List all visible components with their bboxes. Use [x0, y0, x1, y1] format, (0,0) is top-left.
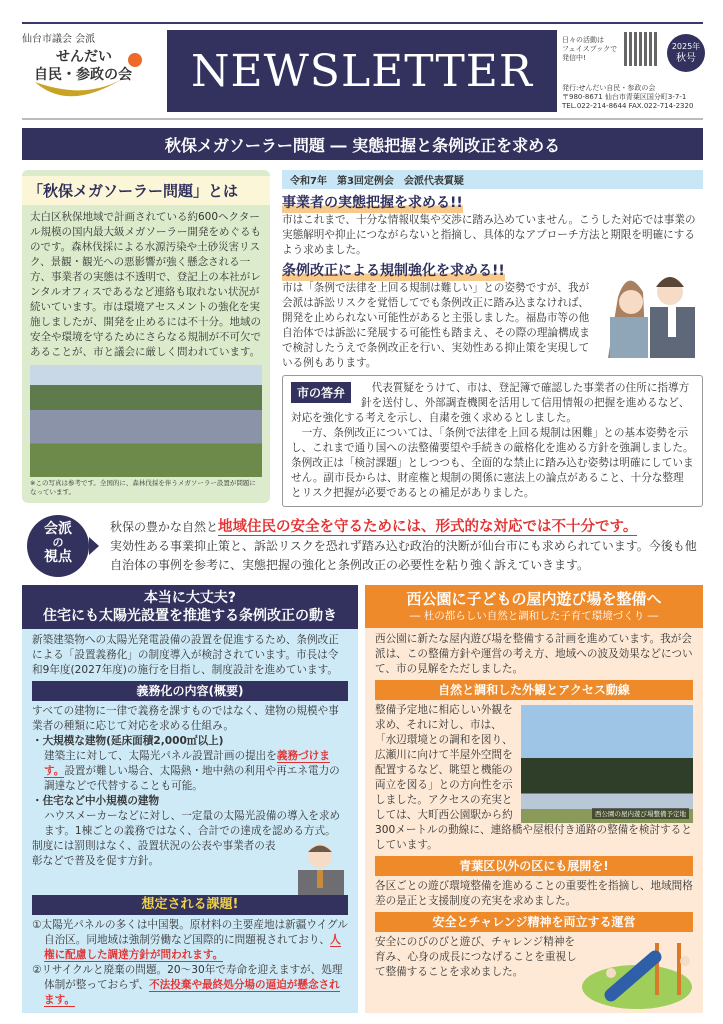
- park-photo-caption: 西公園の屋内遊び場整備予定地: [592, 808, 689, 819]
- solar-title-2: 住宅にも太陽光設置を推進する条例改正の動き: [43, 608, 337, 624]
- heading-ordinance: 条例改正による規制強化を求める!!: [282, 263, 505, 279]
- solar-header: [22, 585, 358, 629]
- large-building-body: [32, 749, 348, 794]
- viewpoint-rest: 実効性ある事業抑止策と、訴訟リスクを恐れず踏み込む政治的決断が仙台市にも求められています。今後も他自治体の事例を参考に、実態把握の強化と条例改正の必要性を粘り強く訴えていきます。: [110, 538, 697, 572]
- logo: [30, 44, 160, 108]
- solar-ordinance-box: [22, 585, 358, 1013]
- issue-2: [32, 963, 348, 1008]
- officials-illustration: [598, 262, 703, 358]
- badge-line: 視点: [44, 549, 72, 565]
- badge-line: 会派: [44, 521, 72, 537]
- session-label: 令和7年 第3回定例会 会派代表質疑: [282, 170, 703, 189]
- answer-body-2: 一方、条例改正については、「条例で法律を上回る規制は困難」との基本姿勢を示し、これまで通り国への法整備要望や手続きの厳格化を進める方針を強調しました。条例改正は「検討課題」としつつも、全面的な禁止に踏み込む姿勢は明確にしていません。副市長からは、財産権と規制の関係に憲法上の論点があること、十分な整理とリスク把握が必要であるとの補足がありました。: [291, 427, 694, 499]
- header-rule: [22, 118, 703, 120]
- expansion-body: 各区ごとの遊び環境整備を進めることの重要性を指摘し、地域間格差の是正と支援制度の充実を求めました。: [375, 880, 693, 907]
- park-intro: 西公園に新たな屋内遊び場を整備する計画を進めています。我が会派は、この整備方針や運営の考え方、地域への波及効果などについて、市の見解をただしました。: [375, 633, 693, 675]
- issues-subheading: 想定される課題!: [32, 895, 348, 915]
- qr-code-icon[interactable]: [624, 32, 658, 66]
- solar-title-1: 本当に大丈夫?: [143, 590, 237, 606]
- banner-title: 秋保メガソーラー問題 ― 実態把握と条例改正を求める: [164, 135, 561, 155]
- main-banner: [22, 128, 703, 160]
- safety-body: 安全にのびのびと遊び、チャレンジ精神を育み、心身の成長につなげることを重視して整備することを求めました。: [375, 936, 577, 978]
- large-building-heading: ・大規模な建物(延床面積2,000㎡以上): [32, 735, 224, 747]
- fb-note-line: フェイスブックで: [562, 45, 618, 53]
- large-building-text-2: 設置が難しい場合、太陽熱・地中熱の利用や再エネ電力の調達などで代替することも可能。: [44, 765, 340, 792]
- obligation-subheading: 義務化の内容(概要): [32, 681, 348, 701]
- fb-note-line: 日々の活動は: [562, 36, 604, 44]
- design-subheading: 自然と調和した外観とアクセス動線: [375, 680, 693, 700]
- fb-note-line: 発信中!: [562, 54, 586, 62]
- about-body: 太白区秋保地域で計画されている約600ヘクタール規模の国内最大級メガソーラー開発をめぐるものです。森林伐採による水源汚染や土砂災害リスク、景観・観光への悪影響が強く懸念される一方、事業者の実態は不透明で、登記上の本社がレンタルオフィスであるなど連絡も取れない状況が続いています。市は環境アセスメントの強化を実施しましたが、開発を止めるには不十分。地域の安全や環境を守るためにさらなる規制が不可欠であることが、市と議会に厳しく問われています。: [30, 211, 261, 358]
- thinking-man-illustration: [292, 841, 348, 895]
- answer-tag: 市の答弁: [291, 382, 351, 403]
- newsletter-title-box: [167, 30, 557, 112]
- fact-finding-body: 市はこれまで、十分な情報収集や交渉に踏み込めていません。こうした対応では事業の実態解明や抑止につながらないと指摘し、具体的なアプローチ方法と期限を明確にするよう求めました。: [282, 214, 696, 256]
- viewpoint-row: [22, 515, 703, 577]
- issue-1: [32, 918, 348, 963]
- answer-body-1: 代表質疑をうけて、市は、登記簿で確認した事業者の住所に指導方針を送付し、外部調査機関を活用して信用情報の把握を進めるなど、対応を強化する考えを示し、自粛を強く求めるとしました。: [291, 382, 690, 424]
- issue-year: 2025年: [671, 42, 701, 51]
- tel-fax: TEL.022-214-8644 FAX.022-714-2320: [562, 102, 694, 110]
- logo-line1: せんだい: [56, 49, 112, 65]
- park-photo: [521, 705, 693, 823]
- viewpoint-text: [110, 518, 703, 575]
- logo-line2: 自民・参政の会: [34, 67, 132, 83]
- issue-1-text: ①太陽光パネルの多くは中国製。原材料の主要産地は新疆ウイグル自治区。同地域は強制労働など国際的に問題視されており、: [32, 919, 348, 946]
- issue-1-emphasis: 人権に配慮した調達方針が問われます。: [44, 934, 341, 961]
- heading-fact-finding: 事業者の実態把握を求める!!: [282, 195, 463, 211]
- city-answer-box: [282, 375, 703, 507]
- photo-caption: ※この写真は参考です。全国的に、森林伐採を伴うメガソーラー設置が問題になっています。: [30, 479, 256, 496]
- park-header: [365, 585, 703, 628]
- expansion-subheading: 青葉区以外の区にも展開を!: [375, 856, 693, 876]
- main-content: [22, 170, 703, 1013]
- issue-badge: [667, 34, 705, 72]
- park-title: 西公園に子どもの屋内遊び場を整備へ: [406, 590, 662, 608]
- about-box: [22, 170, 270, 503]
- park-box: [365, 585, 703, 1013]
- issue-season: 秋号: [676, 53, 696, 64]
- obligation-body: すべての建物に一律で義務を課すものではなく、建物の規模や事業者の種類に応じて対応を求める仕組み。: [32, 705, 339, 732]
- park-subtitle: ― 杜の都らしい自然と調和した子育て環境づくり ―: [409, 610, 659, 622]
- badge-line: の: [52, 536, 64, 549]
- question-section: [282, 170, 703, 507]
- org-name: 仙台市議会 会派: [22, 34, 96, 45]
- address: 〒980-8671 仙台市青葉区国分町3-7-1: [562, 93, 687, 101]
- design-body: 整備予定地に相応しい外観を求め、それに対し、市は、「水辺環境との調和を図り、広瀬川に向けて半屋外空間を配置するなど、眺望と機能の両立を図る」との方向性を示しました。アクセスの充実としては、大町西公園駅から約300メートルの動線に、連絡橋や屋根付き通路の整備を検討するとしています。: [375, 704, 692, 851]
- issue-2-emphasis: 不法投棄や最終処分場の逼迫が懸念されます。: [44, 979, 340, 1006]
- viewpoint-lead: 秋保の豊かな自然と: [110, 519, 219, 534]
- small-building-heading: ・住宅など中小規模の建物: [32, 795, 160, 807]
- arrow-icon: [89, 537, 99, 555]
- issue-2-text: ②リサイクルと廃棄の問題。20〜30年で寿命を迎えますが、処理体制が整っておらず、: [32, 964, 343, 991]
- playground-slide-illustration: [581, 937, 693, 1009]
- publisher-info: [562, 84, 693, 111]
- viewpoint-emphasis: 地域住民の安全を守るためには、形式的な対応では不十分です。: [218, 518, 638, 535]
- solar-farm-photo: [30, 365, 262, 477]
- top-rule: [22, 22, 703, 24]
- small-building-body: ハウスメーカーなどに対し、一定量の太陽光設備の導入を求めます。1棟ごとの義務ではなく、合計での達成を認める方式。: [44, 810, 341, 837]
- bottom-row: [22, 585, 703, 1013]
- penalty-note: 制度には罰則はなく、設置状況の公表や事業者の表彰などで普及を促す方針。: [32, 840, 276, 867]
- fb-note: [562, 36, 617, 63]
- top-row: [22, 170, 703, 507]
- publisher: 発行:せんだい自民・参政の会: [562, 84, 656, 92]
- solar-intro: 新築建築物への太陽光発電設備の設置を促進するため、条例改正による「設置義務化」の制度導入が検討されています。市長は令和9年度(2027年度)の施行を目指し、制度設計を進めています。: [32, 634, 339, 676]
- newsletter-title: NEWSLETTER: [190, 45, 534, 97]
- ordinance-body: 市は「条例で法律を上回る規制は難しい」との姿勢ですが、我が会派は訴訟リスクを覚悟してでも条例改正に踏み込まなければ、開発を止められない可能性があると主張しました。福島市等の他自治体では訴訟に発展する可能性も踏まえ、その際の理論構成まで検討したうえで条例改正を行い、実効性ある抑止策を実現している例もあります。: [282, 282, 590, 369]
- safety-subheading: 安全とチャレンジ精神を両立する運営: [375, 912, 693, 932]
- viewpoint-badge: [27, 515, 89, 577]
- large-building-text: 建築主に対して、太陽光パネル設置計画の提出を: [44, 750, 277, 762]
- large-building-emphasis: 義務づけます。: [44, 750, 330, 777]
- about-title: 「秋保メガソーラー問題」とは: [22, 176, 270, 205]
